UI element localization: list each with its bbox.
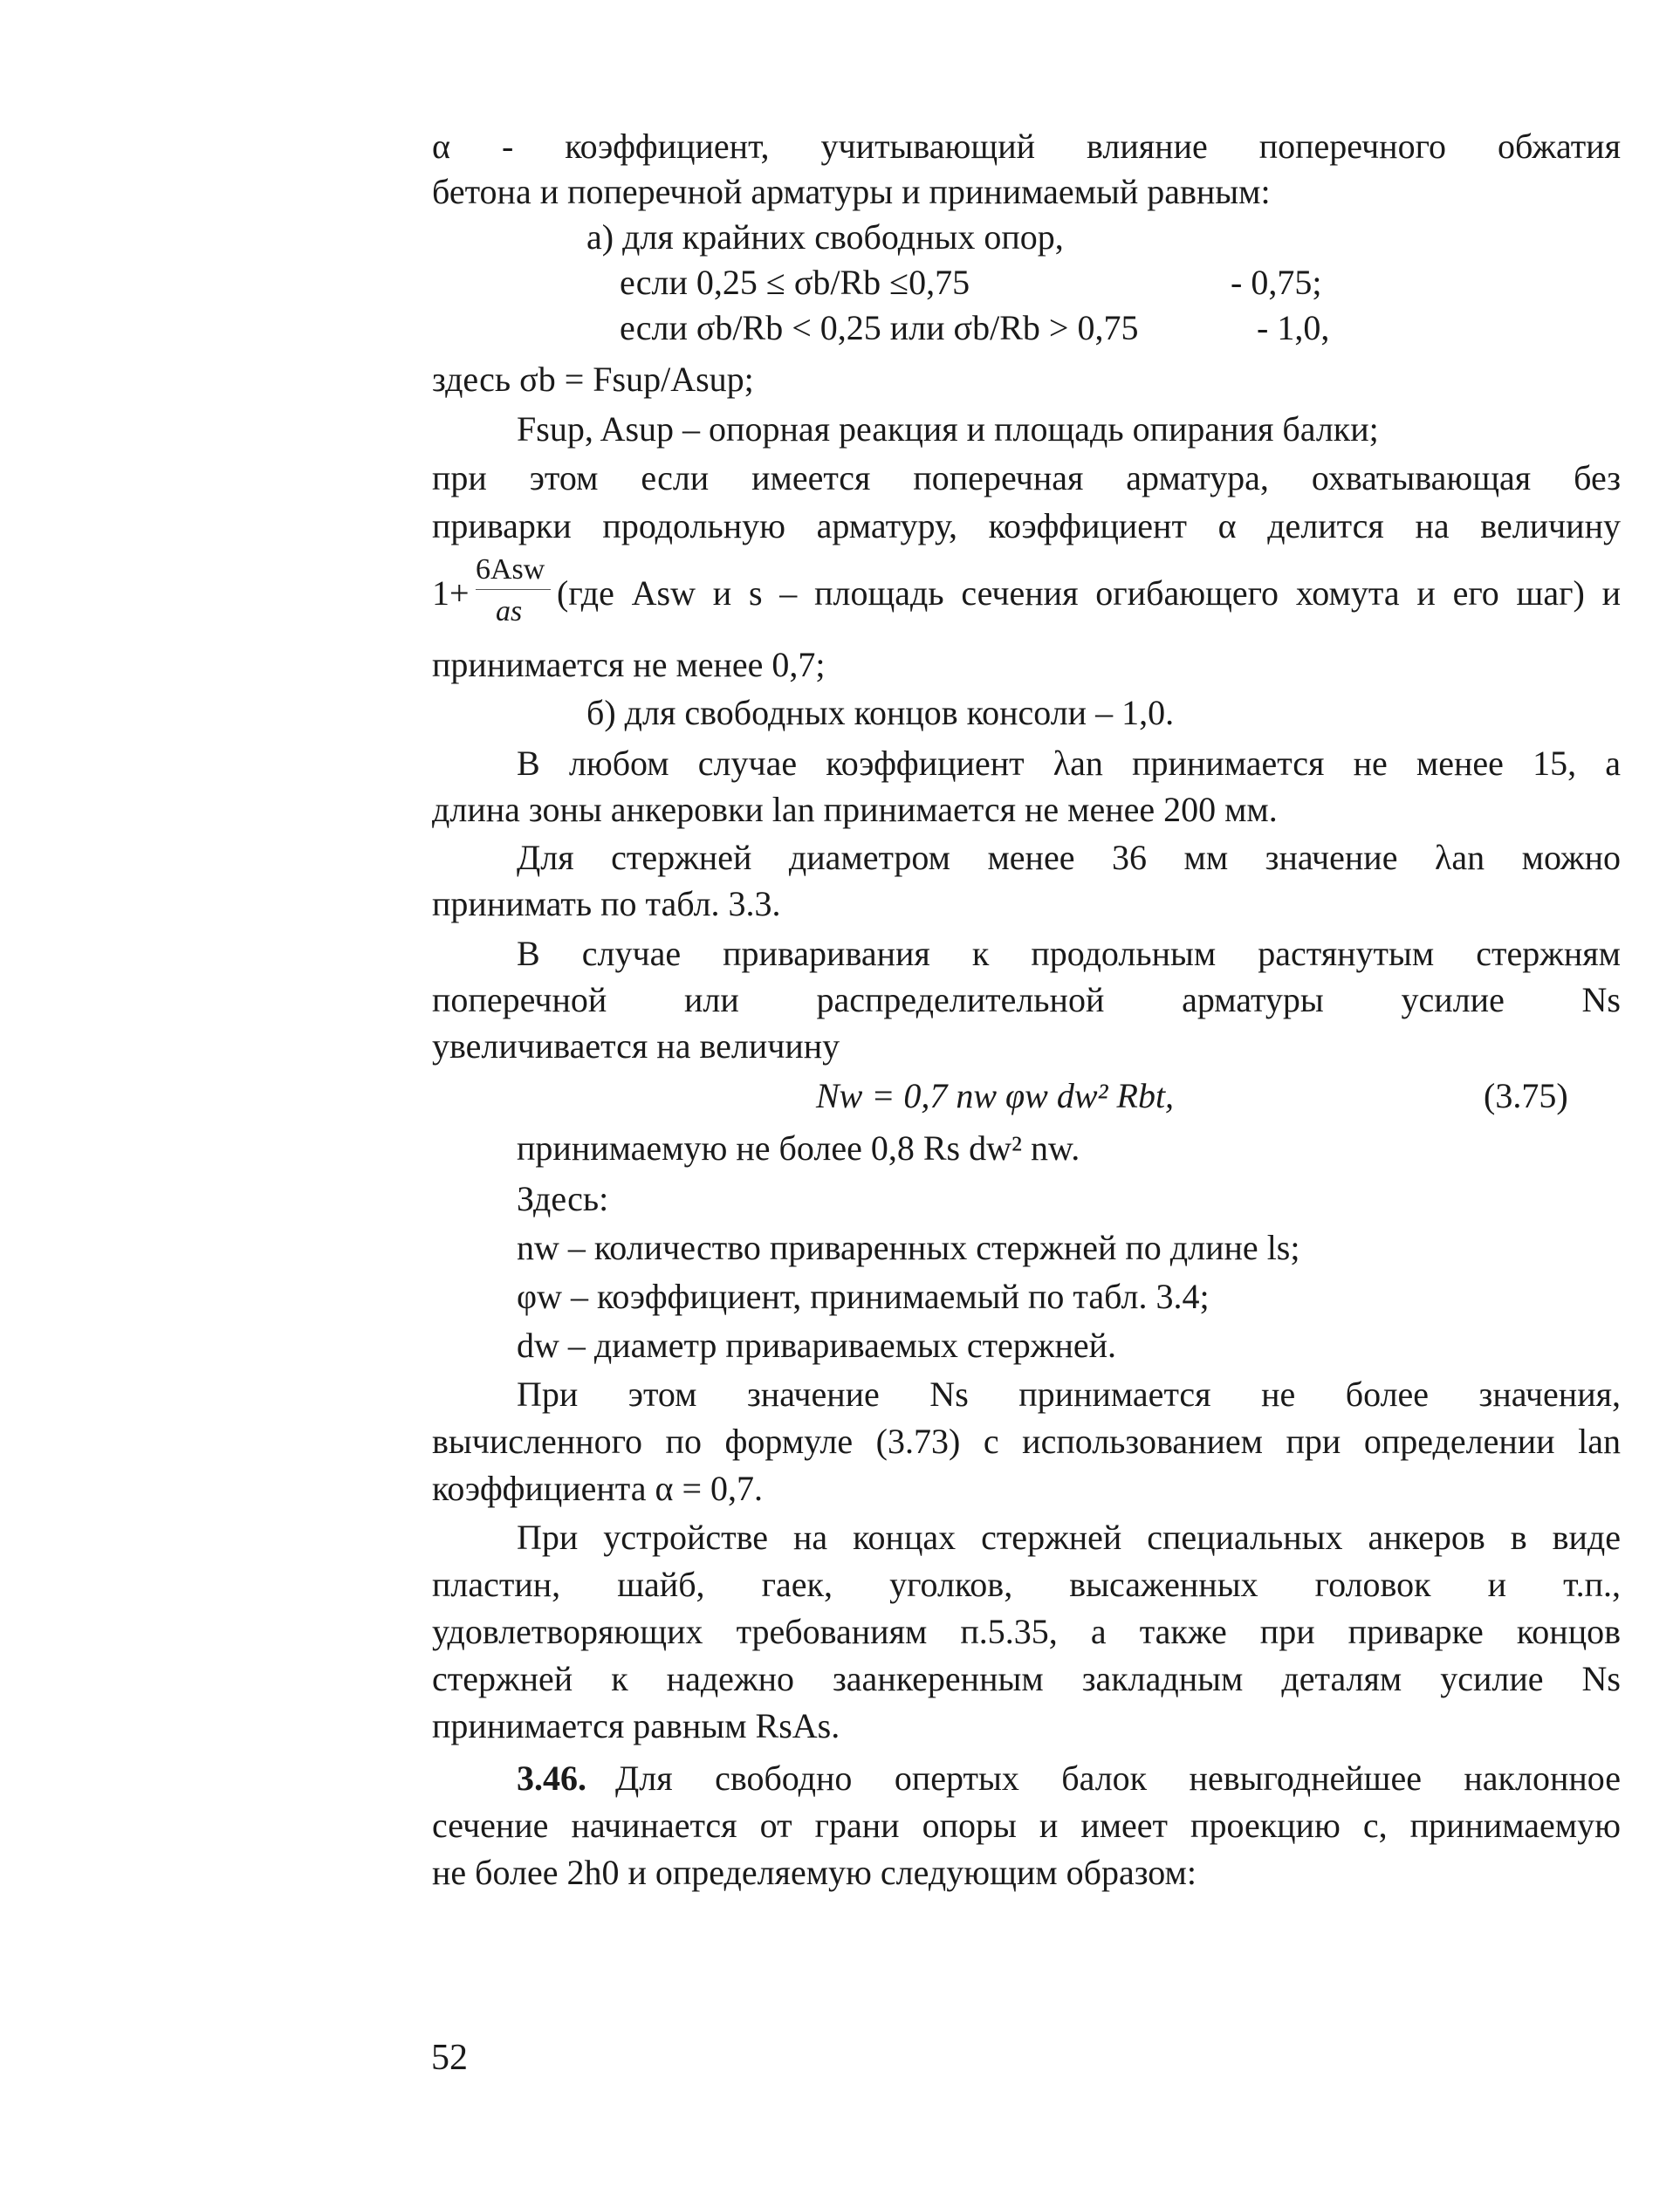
section-line-1: Для свободно опертых балок невыгоднейшее наклонное [615,1759,1621,1798]
lambda-line-2: длина зоны анкеровки lan принимается не менее 200 мм. [432,790,1278,829]
section-line-3: не более 2h0 и определяемую следующим образом: [432,1853,1197,1892]
table-ref-line-2: принимать по табл. 3.3. [432,884,781,923]
alpha-condition-2-value: - 1,0, [1257,308,1330,347]
sigma-definition: здесь σb = Fsup/Asup; [432,360,754,399]
where-heading: Здесь: [517,1179,609,1218]
alpha-condition-1: если 0,25 ≤ σb/Rb ≤0,75 [620,263,970,302]
weld-line-3: увеличивается на величину [432,1026,840,1066]
definition-dw: dw – диаметр привариваемых стержней. [517,1326,1117,1365]
paragraph-line-2: приварки продольную арматуру, коэффициент α делится на величину [432,506,1621,545]
page-number: 52 [431,2038,468,2078]
section-line-2: сечение начинается от грани опоры и имеет проекцию c, принимаемую [432,1806,1621,1845]
definition-nw: nw – количество приваренных стержней по длине ls; [517,1228,1300,1267]
fraction-bar [476,589,551,590]
definition-phiw: φw – коэффициент, принимаемый по табл. 3.4; [517,1277,1210,1316]
section-number: 3.46. [517,1759,586,1798]
ns-line-3: коэффициента α = 0,7. [432,1469,764,1508]
alpha-condition-2: если σb/Rb < 0,25 или σb/Rb > 0,75 [620,308,1139,347]
alpha-line-1: α - коэффициент, учитывающий влияние поперечного обжатия [432,127,1621,166]
table-ref-line-1: Для стержней диаметром менее 36 мм значение λan можно [517,838,1621,877]
fraction-numerator: 6Asw [476,553,545,586]
alpha-case-b: б) для свободных концов консоли – 1,0. [586,693,1175,732]
ns-line-1: При этом значение Ns принимается не более значения, [517,1375,1621,1414]
lambda-line-1: В любом случае коэффициент λan принимается не менее 15, а [517,744,1621,783]
fraction-denominator: as [496,595,523,627]
weld-line-1: В случае приваривания к продольным растянутым стержням [517,934,1621,973]
formula-number: (3.75) [1484,1076,1568,1115]
alpha-line-2: бетона и поперечной арматуры и принимаемый равным: [432,172,1271,211]
paragraph-line-1: при этом если имеется поперечная арматура, охватывающая без [432,458,1621,497]
ns-line-2: вычисленного по формуле (3.73) с использованием при определении lan [432,1422,1621,1461]
paragraph-line-3: принимается не менее 0,7; [432,645,826,684]
fsup-definition: Fsup, Asup – опорная реакция и площадь опирания балки; [517,409,1379,449]
fraction-lead: 1+ [432,573,470,613]
formula-3-75: Nw = 0,7 nw φw dw² Rbt, [816,1076,1175,1115]
fraction-explanation: (где Asw и s – площадь сечения огибающего хомута и его шаг) и [557,573,1621,613]
weld-limit: принимаемую не более 0,8 Rs dw² nw. [517,1128,1080,1168]
anchors-line-1: При устройстве на концах стержней специальных анкеров в виде [517,1518,1621,1557]
anchors-line-2: пластин, шайб, гаек, уголков, высаженных головок и т.п., [432,1565,1621,1604]
weld-line-2: поперечной или распределительной арматуры усилие Ns [432,980,1621,1019]
anchors-line-4: стержней к надежно заанкеренным закладным деталям усилие Ns [432,1659,1621,1698]
anchors-line-5: принимается равным RsAs. [432,1706,840,1745]
alpha-condition-1-value: - 0,75; [1231,263,1322,302]
alpha-case-a-heading: а) для крайних свободных опор, [586,217,1064,257]
anchors-line-3: удовлетворяющих требованиям п.5.35, а также при приварке концов [432,1612,1621,1651]
